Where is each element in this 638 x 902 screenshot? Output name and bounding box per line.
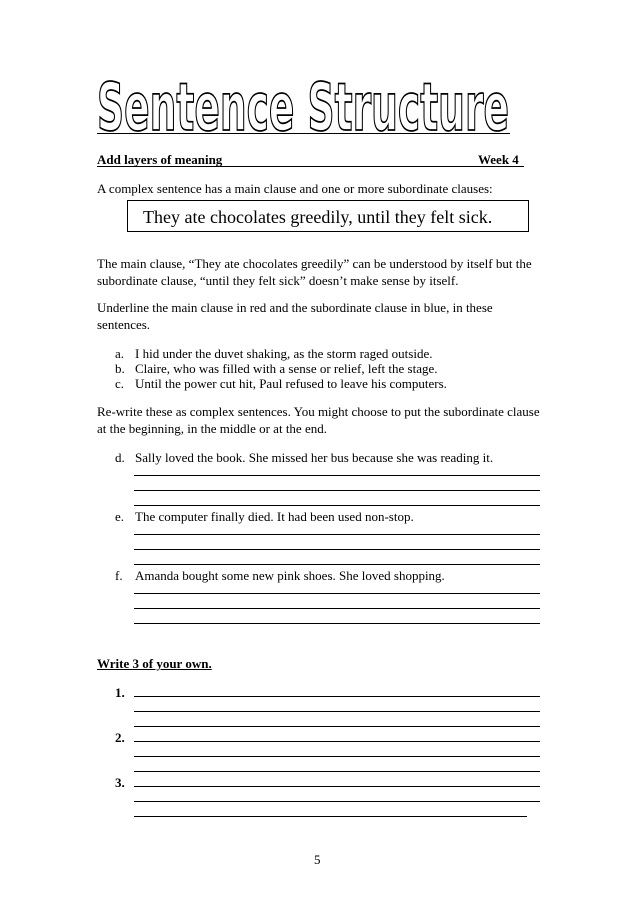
answer-line[interactable] xyxy=(134,505,540,506)
item-text: Sally loved the book. She missed her bus because she was reading it. xyxy=(135,450,494,465)
answer-line[interactable] xyxy=(134,623,540,624)
answer-line[interactable] xyxy=(134,771,540,772)
item-label: e. xyxy=(115,509,125,524)
item-text: The computer finally died. It had been used non-stop. xyxy=(135,509,414,524)
explanation-line-1: The main clause, “They ate chocolates greedily” can be understood by itself but the xyxy=(97,256,532,271)
example-sentence: They ate chocolates greedily, until they felt sick. xyxy=(143,207,493,227)
own-item-label: 3. xyxy=(115,775,125,790)
answer-line[interactable] xyxy=(134,786,540,787)
answer-line[interactable] xyxy=(134,711,540,712)
answer-line[interactable] xyxy=(134,564,540,565)
underline-instruction-line-2: sentences. xyxy=(97,317,151,332)
example-box xyxy=(127,200,529,232)
answer-line[interactable] xyxy=(134,756,540,757)
answer-line[interactable] xyxy=(134,475,540,476)
own-item-label: 1. xyxy=(115,685,125,700)
page-number: 5 xyxy=(314,852,321,867)
answer-line[interactable] xyxy=(134,490,540,491)
answer-line[interactable] xyxy=(134,593,540,594)
item-text: Amanda bought some new pink shoes. She loved shopping. xyxy=(135,568,445,583)
answer-line[interactable] xyxy=(134,801,540,802)
title-text: Sentence Structure xyxy=(97,69,509,136)
underline-instruction-line-1: Underline the main clause in red and the subordinate clause in blue, in these xyxy=(97,300,493,315)
answer-line[interactable] xyxy=(134,741,540,742)
title-underline xyxy=(97,133,510,134)
answer-line[interactable] xyxy=(134,534,540,535)
week-label: Week 4 xyxy=(478,152,519,167)
answer-line[interactable] xyxy=(134,816,527,817)
item-label: a. xyxy=(115,346,125,361)
page-title xyxy=(95,66,515,136)
own-item-label: 2. xyxy=(115,730,125,745)
item-text: I hid under the duvet shaking, as the storm raged outside. xyxy=(135,346,433,361)
answer-line[interactable] xyxy=(134,549,540,550)
answer-line[interactable] xyxy=(134,608,540,609)
answer-line[interactable] xyxy=(134,696,540,697)
item-label: f. xyxy=(115,568,123,583)
intro-text: A complex sentence has a main clause and one or more subordinate clauses: xyxy=(97,181,493,196)
item-text: Until the power cut hit, Paul refused to leave his computers. xyxy=(135,376,447,391)
answer-line[interactable] xyxy=(134,726,540,727)
section-heading: Add layers of meaning xyxy=(97,152,223,167)
header-underline xyxy=(97,166,524,167)
explanation-line-2: subordinate clause, “until they felt sick” doesn’t make sense by itself. xyxy=(97,273,459,288)
item-label: b. xyxy=(115,361,125,376)
own-heading: Write 3 of your own. xyxy=(97,656,212,671)
rewrite-instruction-line-1: Re-write these as complex sentences. You might choose to put the subordinate clause xyxy=(97,404,540,419)
rewrite-instruction-line-2: at the beginning, in the middle or at the end. xyxy=(97,421,327,436)
item-label: c. xyxy=(115,376,125,391)
item-label: d. xyxy=(115,450,125,465)
item-text: Claire, who was filled with a sense or relief, left the stage. xyxy=(135,361,438,376)
